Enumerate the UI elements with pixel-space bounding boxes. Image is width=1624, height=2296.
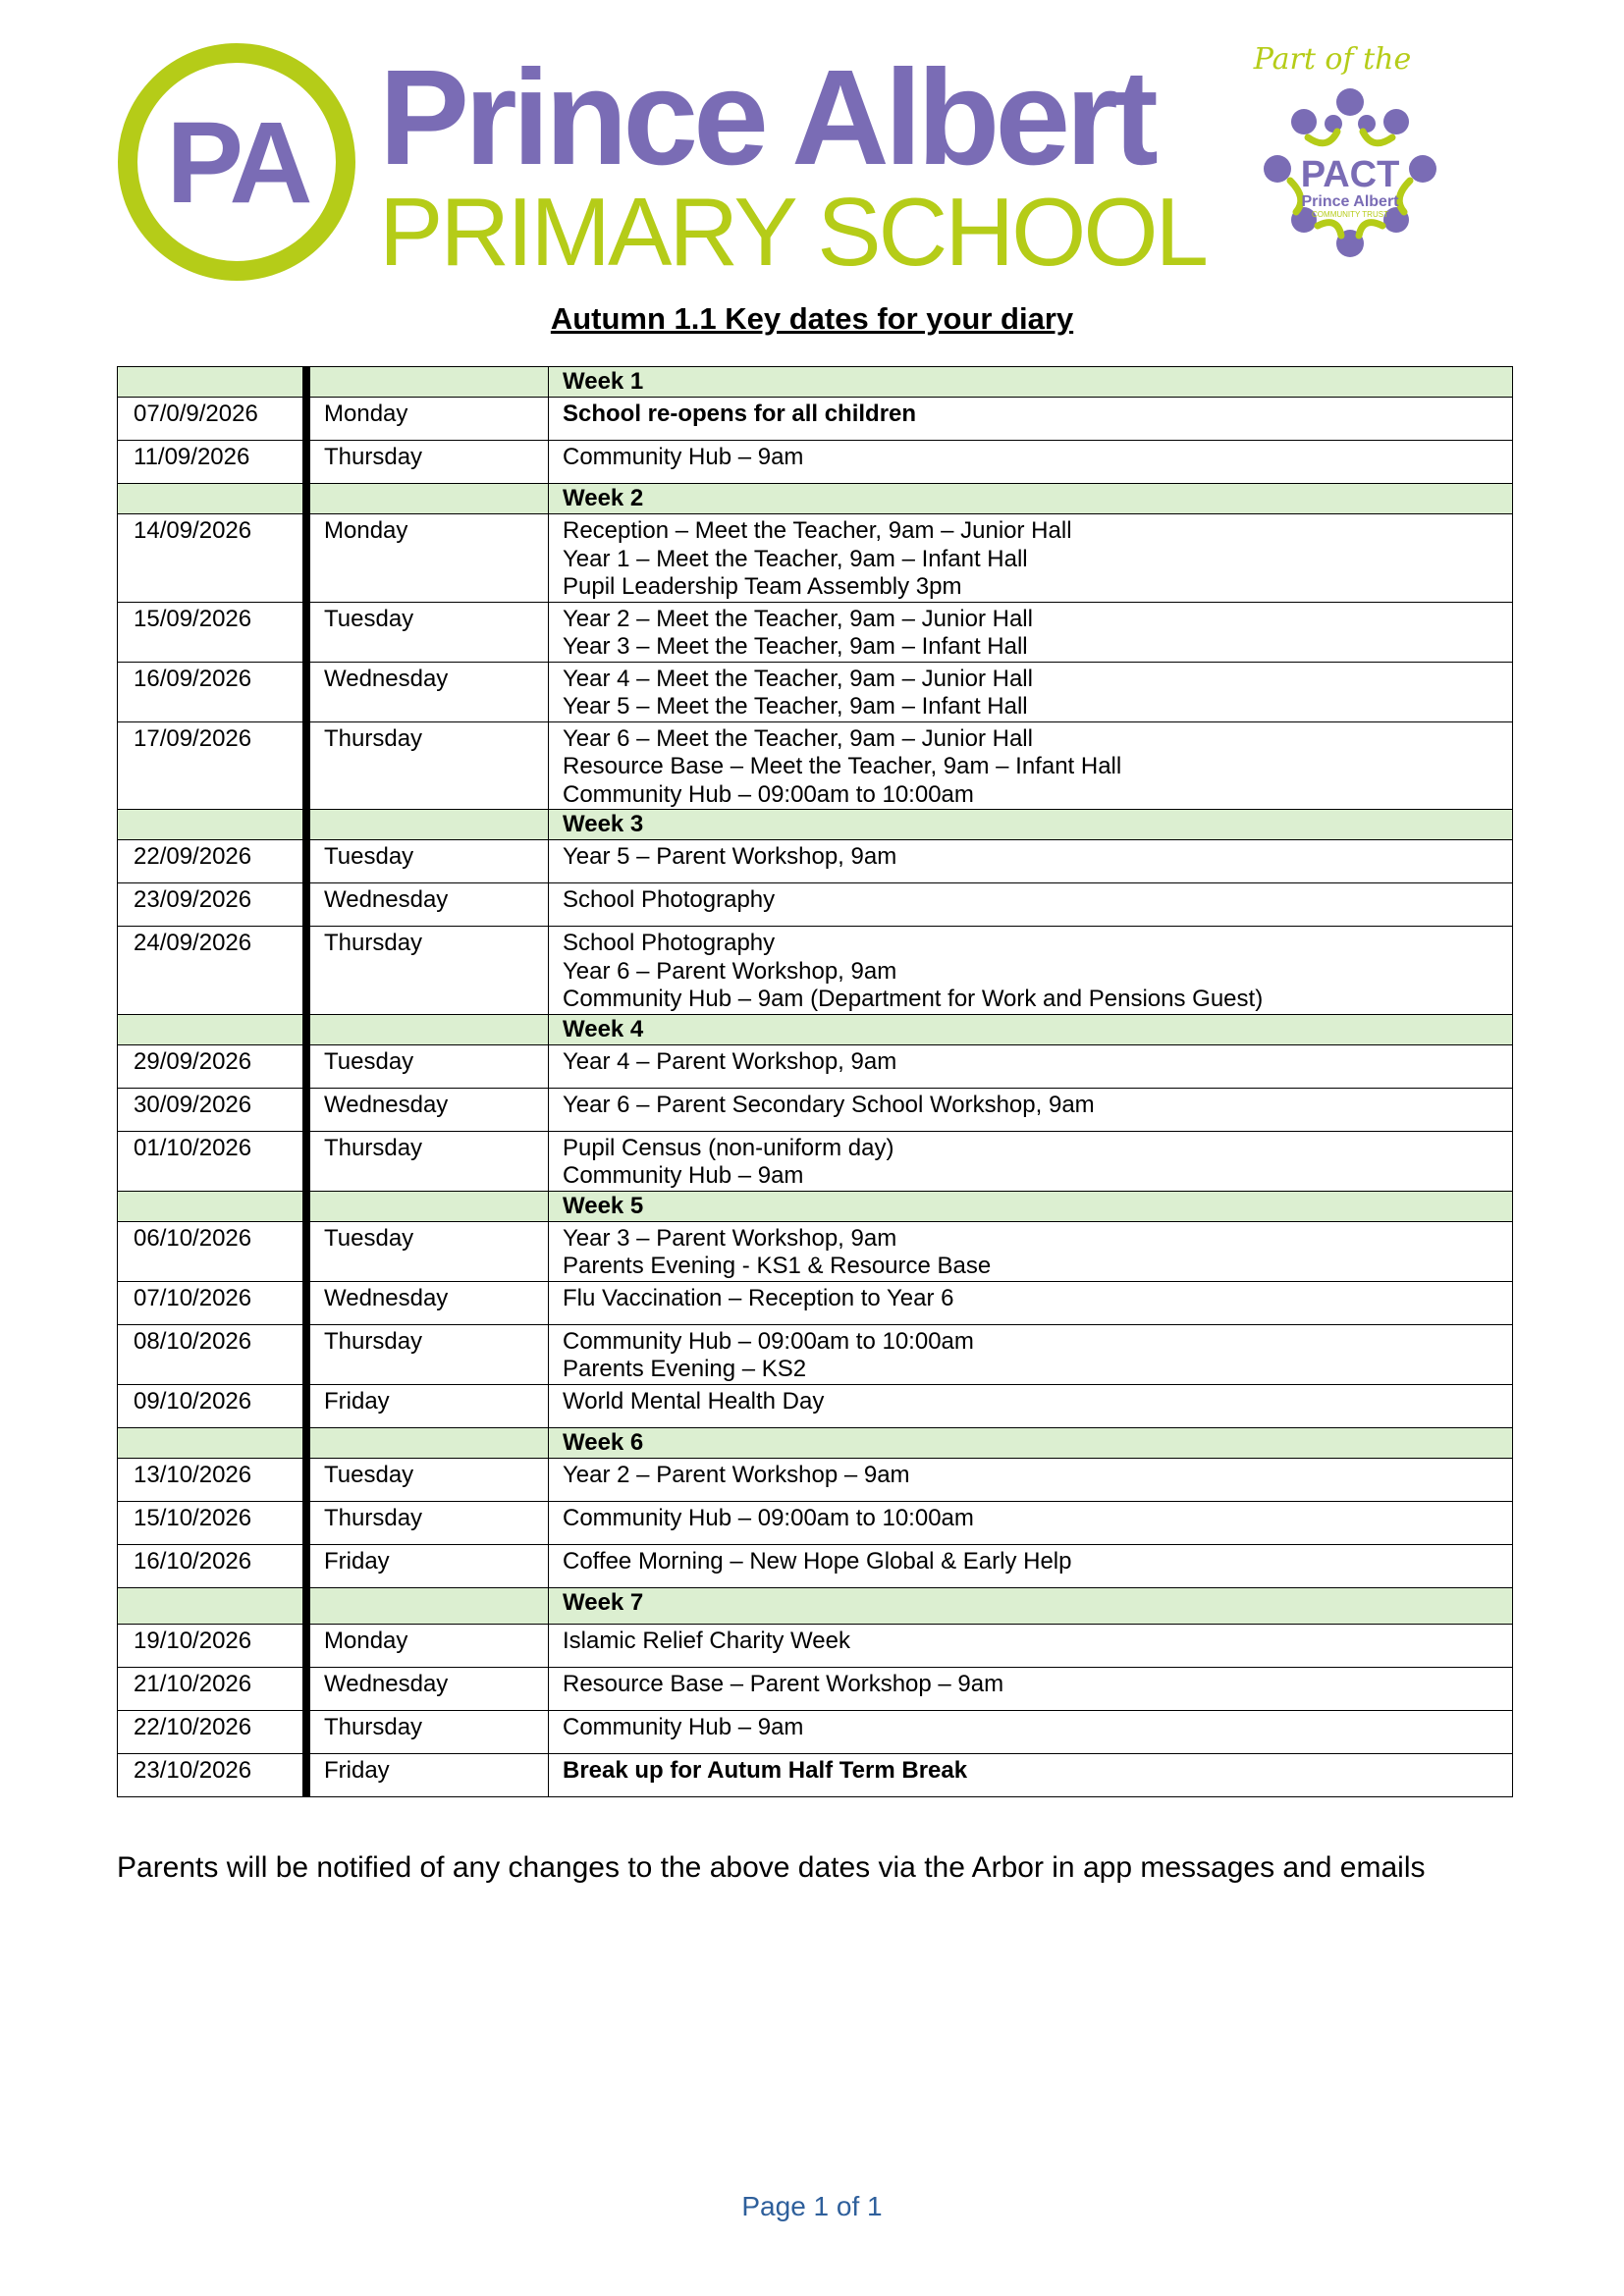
- date-row: [118, 1221, 1513, 1281]
- events-cell: [549, 514, 1513, 603]
- day-cell: Thursday: [306, 927, 549, 1015]
- week-header-row: [118, 810, 1513, 840]
- date-cell: 08/10/2026: [118, 1324, 307, 1384]
- date-row: [118, 398, 1513, 441]
- events-cell: [549, 441, 1513, 484]
- event-text: School Photography: [563, 886, 776, 913]
- events-cell: [549, 602, 1513, 662]
- events-cell: [549, 927, 1513, 1015]
- document-title: Autumn 1.1 Key dates for your diary: [550, 301, 1074, 336]
- week-header-row: [118, 1191, 1513, 1221]
- day-cell: Friday: [306, 1753, 549, 1796]
- event-text: Community Hub – 09:00am to 10:00am: [563, 1327, 974, 1355]
- day-cell: Monday: [306, 514, 549, 603]
- date-row: [118, 1544, 1513, 1587]
- events-cell: [549, 1710, 1513, 1753]
- week-label: Week 4: [549, 1014, 1513, 1044]
- date-cell: 23/09/2026: [118, 883, 307, 927]
- week-header-empty-date: [118, 1014, 307, 1044]
- event-text: Community Hub – 9am: [563, 1713, 804, 1740]
- events-cell: [549, 1667, 1513, 1710]
- event-text: Community Hub – 9am (Department for Work and Pensions Guest): [563, 986, 1264, 1012]
- date-row: [118, 1624, 1513, 1667]
- event-text: Pupil Census (non-uniform day): [563, 1134, 894, 1161]
- events-cell: [549, 1624, 1513, 1667]
- event-text: Parents Evening - KS1 & Resource Base: [563, 1253, 992, 1279]
- date-row: [118, 1281, 1513, 1324]
- event-text: Coffee Morning – New Hope Global & Early Help: [563, 1547, 1072, 1575]
- date-cell: 19/10/2026: [118, 1624, 307, 1667]
- date-cell: 07/0/9/2026: [118, 398, 307, 441]
- day-cell: Thursday: [306, 721, 549, 810]
- date-cell: 22/09/2026: [118, 840, 307, 883]
- event-text: School re-opens for all children: [563, 400, 917, 427]
- date-cell: 15/09/2026: [118, 602, 307, 662]
- events-cell: [549, 1544, 1513, 1587]
- week-header-empty-day: [306, 1427, 549, 1458]
- week-header-row: [118, 1427, 1513, 1458]
- week-label: Week 7: [549, 1587, 1513, 1624]
- event-text: Islamic Relief Charity Week: [563, 1627, 850, 1654]
- day-cell: Thursday: [306, 1501, 549, 1544]
- event-text: Year 1 – Meet the Teacher, 9am – Infant Hall: [563, 545, 1028, 572]
- date-cell: 13/10/2026: [118, 1458, 307, 1501]
- date-cell: 24/09/2026: [118, 927, 307, 1015]
- event-text: Year 2 – Meet the Teacher, 9am – Junior Hall: [563, 605, 1033, 632]
- date-cell: 14/09/2026: [118, 514, 307, 603]
- week-header-empty-day: [306, 1587, 549, 1624]
- events-cell: [549, 1131, 1513, 1191]
- week-header-empty-day: [306, 1191, 549, 1221]
- date-cell: 11/09/2026: [118, 441, 307, 484]
- event-text: Year 4 – Meet the Teacher, 9am – Junior Hall: [563, 665, 1033, 692]
- date-cell: 07/10/2026: [118, 1281, 307, 1324]
- date-cell: 22/10/2026: [118, 1710, 307, 1753]
- event-text: Parents Evening – KS2: [563, 1356, 807, 1382]
- events-cell: [549, 883, 1513, 927]
- date-row: [118, 1131, 1513, 1191]
- week-header-empty-day: [306, 810, 549, 840]
- week-header-empty-day: [306, 484, 549, 514]
- date-cell: 16/10/2026: [118, 1544, 307, 1587]
- date-row: [118, 840, 1513, 883]
- day-cell: Wednesday: [306, 662, 549, 721]
- key-dates-table-body: [118, 367, 1513, 1797]
- pact-subtitle-text: COMMUNITY TRUST: [1312, 210, 1388, 219]
- week-header-empty-date: [118, 1191, 307, 1221]
- day-cell: Wednesday: [306, 1088, 549, 1131]
- day-cell: Thursday: [306, 1324, 549, 1384]
- events-cell: [549, 1324, 1513, 1384]
- event-text: School Photography: [563, 930, 776, 956]
- week-label: Week 2: [549, 484, 1513, 514]
- event-text: Community Hub – 9am: [563, 444, 804, 470]
- week-header-empty-day: [306, 367, 549, 398]
- day-cell: Wednesday: [306, 1667, 549, 1710]
- week-header-row: [118, 1014, 1513, 1044]
- day-cell: Tuesday: [306, 840, 549, 883]
- day-cell: Tuesday: [306, 1221, 549, 1281]
- date-cell: 16/09/2026: [118, 662, 307, 721]
- date-row: [118, 721, 1513, 810]
- events-cell: [549, 840, 1513, 883]
- event-text: Community Hub – 09:00am to 10:00am: [563, 780, 974, 808]
- day-cell: Thursday: [306, 1131, 549, 1191]
- event-text: Year 6 – Meet the Teacher, 9am – Junior Hall: [563, 724, 1033, 752]
- events-cell: [549, 1044, 1513, 1088]
- week-header-empty-date: [118, 1427, 307, 1458]
- date-cell: 06/10/2026: [118, 1221, 307, 1281]
- date-row: [118, 1458, 1513, 1501]
- event-text: Year 5 – Parent Workshop, 9am: [563, 843, 897, 870]
- date-row: [118, 1501, 1513, 1544]
- date-row: [118, 602, 1513, 662]
- school-name-line2: PRIMARY SCHOOL: [379, 178, 1207, 286]
- events-cell: [549, 1753, 1513, 1796]
- logo-monogram-text: PA: [166, 98, 307, 228]
- week-header-empty-date: [118, 1587, 307, 1624]
- date-row: [118, 662, 1513, 721]
- event-text: Year 6 – Parent Workshop, 9am: [563, 957, 897, 985]
- date-row: [118, 441, 1513, 484]
- events-cell: [549, 662, 1513, 721]
- event-text: Pupil Leadership Team Assembly 3pm: [563, 573, 962, 600]
- day-cell: Thursday: [306, 441, 549, 484]
- events-cell: [549, 398, 1513, 441]
- date-row: [118, 927, 1513, 1015]
- date-row: [118, 883, 1513, 927]
- week-header-empty-date: [118, 367, 307, 398]
- pa-monogram-logo: [118, 43, 355, 281]
- event-text: Year 6 – Parent Secondary School Workshop, 9am: [563, 1091, 1095, 1118]
- event-text: Year 3 – Meet the Teacher, 9am – Infant Hall: [563, 633, 1028, 660]
- date-row: [118, 1088, 1513, 1131]
- date-cell: 23/10/2026: [118, 1753, 307, 1796]
- day-cell: Wednesday: [306, 883, 549, 927]
- day-cell: Monday: [306, 398, 549, 441]
- events-cell: [549, 1088, 1513, 1131]
- day-cell: Monday: [306, 1624, 549, 1667]
- date-cell: 21/10/2026: [118, 1667, 307, 1710]
- date-cell: 09/10/2026: [118, 1384, 307, 1427]
- week-header-row: [118, 484, 1513, 514]
- date-row: [118, 1384, 1513, 1427]
- event-text: Community Hub – 09:00am to 10:00am: [563, 1504, 974, 1531]
- date-cell: 15/10/2026: [118, 1501, 307, 1544]
- week-header-empty-date: [118, 810, 307, 840]
- pact-name-text: Prince Albert: [1301, 193, 1399, 210]
- date-row: [118, 1044, 1513, 1088]
- day-cell: Tuesday: [306, 602, 549, 662]
- date-cell: 30/09/2026: [118, 1088, 307, 1131]
- day-cell: Thursday: [306, 1710, 549, 1753]
- school-name-line1: Prince Albert: [379, 42, 1154, 193]
- date-cell: 01/10/2026: [118, 1131, 307, 1191]
- school-name: [379, 42, 1207, 286]
- day-cell: Wednesday: [306, 1281, 549, 1324]
- event-text: Year 5 – Meet the Teacher, 9am – Infant Hall: [563, 693, 1028, 720]
- event-text: Resource Base – Meet the Teacher, 9am – Infant Hall: [563, 753, 1122, 779]
- event-text: Reception – Meet the Teacher, 9am – Junior Hall: [563, 517, 1072, 544]
- week-header-row: [118, 367, 1513, 398]
- event-text: Year 3 – Parent Workshop, 9am: [563, 1224, 897, 1252]
- event-text: Flu Vaccination – Reception to Year 6: [563, 1284, 954, 1311]
- pact-acronym-text: PACT: [1300, 154, 1400, 195]
- events-cell: [549, 1281, 1513, 1324]
- events-cell: [549, 721, 1513, 810]
- day-cell: Tuesday: [306, 1044, 549, 1088]
- events-cell: [549, 1384, 1513, 1427]
- day-cell: Friday: [306, 1384, 549, 1427]
- page-number: Page 1 of 1: [741, 2191, 883, 2221]
- date-row: [118, 1710, 1513, 1753]
- week-label: Week 1: [549, 367, 1513, 398]
- date-row: [118, 514, 1513, 603]
- date-row: [118, 1324, 1513, 1384]
- date-cell: 17/09/2026: [118, 721, 307, 810]
- week-header-empty-day: [306, 1014, 549, 1044]
- event-text: Year 4 – Parent Workshop, 9am: [563, 1047, 897, 1075]
- events-cell: [549, 1221, 1513, 1281]
- week-label: Week 6: [549, 1427, 1513, 1458]
- week-header-empty-date: [118, 484, 307, 514]
- day-cell: Tuesday: [306, 1458, 549, 1501]
- events-cell: [549, 1458, 1513, 1501]
- week-header-row: [118, 1587, 1513, 1624]
- date-row: [118, 1667, 1513, 1710]
- events-cell: [549, 1501, 1513, 1544]
- event-text: Community Hub – 9am: [563, 1162, 804, 1189]
- date-cell: 29/09/2026: [118, 1044, 307, 1088]
- event-text: Year 2 – Parent Workshop – 9am: [563, 1461, 910, 1488]
- event-text: Resource Base – Parent Workshop – 9am: [563, 1670, 1004, 1697]
- pact-logo: [1239, 43, 1461, 279]
- key-dates-table: [117, 366, 1513, 1797]
- pact-part-of-text: Part of the: [1253, 43, 1412, 77]
- footer-note: Parents will be notified of any changes to the above dates via the Arbor in app messages and emails: [117, 1851, 1426, 1884]
- event-text: Break up for Autum Half Term Break: [563, 1756, 968, 1784]
- day-cell: Friday: [306, 1544, 549, 1587]
- week-label: Week 5: [549, 1191, 1513, 1221]
- event-text: World Mental Health Day: [563, 1387, 825, 1415]
- date-row: [118, 1753, 1513, 1796]
- week-label: Week 3: [549, 810, 1513, 840]
